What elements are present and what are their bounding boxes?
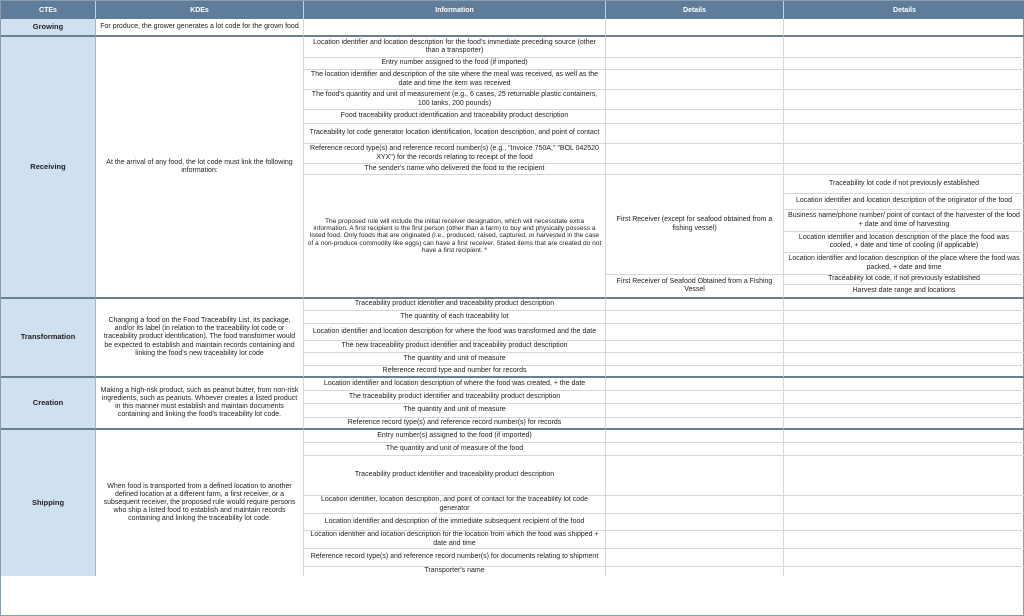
- info-receiving-cell[interactable]: Reference record type(s) and reference record number(s) (e.g., "Invoice 750A," "BOL 042520 XYX") for the records relating to receipt of the food: [304, 144, 606, 164]
- info-shipping-cell[interactable]: Location identifier, location description, and point of contact for the traceability lot code generator: [304, 496, 606, 514]
- details1-cell[interactable]: [606, 124, 784, 144]
- info-receiving-cell[interactable]: Location identifier and location description for the food's immediate preceding source (other than a transporter): [304, 37, 606, 58]
- kde-growing[interactable]: For produce, the grower generates a lot code for the grown food: [96, 19, 304, 37]
- details2-cell[interactable]: [784, 299, 1024, 311]
- cte-transformation[interactable]: Transformation: [1, 299, 96, 378]
- details2-cell[interactable]: [784, 164, 1024, 175]
- details1-cell[interactable]: [606, 443, 784, 456]
- details1-cell[interactable]: [606, 378, 784, 391]
- details1-cell[interactable]: [606, 110, 784, 124]
- info-shipping-cell[interactable]: Location identifier and location description for the location from which the food was shipped + date and time: [304, 531, 606, 549]
- details1-cell[interactable]: [606, 456, 784, 496]
- info-receiving-cell[interactable]: Food traceability product identification and traceability product description: [304, 110, 606, 124]
- info-receiving-cell[interactable]: Traceability lot code generator location identification, location description, and point of contact: [304, 124, 606, 144]
- info-receiving-cell[interactable]: The location identifier and description of the site where the meal was received, as well as the date and time the item was received: [304, 70, 606, 90]
- details1-cell[interactable]: [606, 353, 784, 366]
- details2-cell[interactable]: [784, 456, 1024, 496]
- details1-cell[interactable]: [606, 404, 784, 418]
- details2-cell[interactable]: Harvest date range and locations: [784, 285, 1024, 299]
- header-details-2[interactable]: Details: [784, 1, 1024, 19]
- info-transformation-cell[interactable]: The new traceability product identifier and traceability product description: [304, 341, 606, 353]
- details2-cell[interactable]: [784, 90, 1024, 110]
- info-shipping-cell[interactable]: Reference record type(s) and reference record number(s) for documents relating to shipment: [304, 549, 606, 567]
- details2-cell[interactable]: [784, 70, 1024, 90]
- details2-cell[interactable]: [784, 531, 1024, 549]
- details2-cell[interactable]: Traceability lot code, if not previously established: [784, 275, 1024, 285]
- details1-growing[interactable]: [606, 19, 784, 37]
- details1-cell[interactable]: [606, 58, 784, 70]
- details2-cell[interactable]: [784, 58, 1024, 70]
- info-transformation-cell[interactable]: The quantity of each traceability lot: [304, 311, 606, 324]
- details2-cell[interactable]: [784, 366, 1024, 378]
- details1-cell[interactable]: [606, 514, 784, 531]
- kde-creation[interactable]: Making a high-risk product, such as peanut butter, from non-risk ingredients, such as peanuts. Whoever creates a listed product in this manner must establish and maintain documents containing and linking the food's traceability lot code.: [96, 378, 304, 430]
- kde-shipping[interactable]: When food is transported from a defined location to another defined location at a different farm, a first receiver, or a subsequent receiver, the proposed rule would require persons who ship a listed food to establish and maintain records containing and linking the traceability lot code.: [96, 430, 304, 576]
- details1-cell[interactable]: [606, 324, 784, 341]
- details2-cell[interactable]: Location identifier and location description of the originator of the food: [784, 194, 1024, 210]
- info-receiving-cell[interactable]: Entry number assigned to the food (if imported): [304, 58, 606, 70]
- details2-cell[interactable]: Traceability lot code if not previously established: [784, 175, 1024, 194]
- details1-cell[interactable]: [606, 418, 784, 430]
- header-ctes[interactable]: CTEs: [1, 1, 96, 19]
- details2-cell[interactable]: Location identifier and location description of the place the food was cooled, + date and time of cooling (if applicable): [784, 232, 1024, 253]
- details1-cell[interactable]: [606, 311, 784, 324]
- info-receiving-cell[interactable]: The sender's name who delivered the food to the recipient: [304, 164, 606, 175]
- cte-creation[interactable]: Creation: [1, 378, 96, 430]
- details1-cell[interactable]: [606, 366, 784, 378]
- details2-cell[interactable]: [784, 567, 1024, 576]
- details1-cell[interactable]: [606, 37, 784, 58]
- details1-first-receiver[interactable]: First Receiver (except for seafood obtained from a fishing vessel): [606, 175, 784, 275]
- details1-first-receiver-seafood[interactable]: First Receiver of Seafood Obtained from a Fishing Vessel: [606, 275, 784, 299]
- details2-cell[interactable]: Location identifier and location description of the place where the food was packed, + date and time: [784, 253, 1024, 275]
- details1-cell[interactable]: [606, 164, 784, 175]
- details2-cell[interactable]: [784, 391, 1024, 404]
- details2-cell[interactable]: [784, 418, 1024, 430]
- header-kdes[interactable]: KDEs: [96, 1, 304, 19]
- details2-cell[interactable]: [784, 144, 1024, 164]
- header-details-1[interactable]: Details: [606, 1, 784, 19]
- info-shipping-cell[interactable]: The quantity and unit of measure of the food: [304, 443, 606, 456]
- details2-cell[interactable]: [784, 443, 1024, 456]
- details1-cell[interactable]: [606, 391, 784, 404]
- cte-receiving[interactable]: Receiving: [1, 37, 96, 299]
- header-information[interactable]: Information: [304, 1, 606, 19]
- details2-cell[interactable]: [784, 341, 1024, 353]
- cte-growing[interactable]: Growing: [1, 19, 96, 37]
- details1-cell[interactable]: [606, 341, 784, 353]
- details1-cell[interactable]: [606, 90, 784, 110]
- details2-cell[interactable]: [784, 430, 1024, 443]
- details2-cell[interactable]: [784, 311, 1024, 324]
- info-transformation-cell[interactable]: Reference record type and number for records: [304, 366, 606, 378]
- details1-cell[interactable]: [606, 144, 784, 164]
- details1-cell[interactable]: [606, 299, 784, 311]
- info-shipping-cell[interactable]: Traceability product identifier and traceability product description: [304, 456, 606, 496]
- info-transformation-cell[interactable]: Location identifier and location description for where the food was transformed and the date: [304, 324, 606, 341]
- info-receiving-first-receiver-note[interactable]: The proposed rule will include the initial receiver designation, which will necessitate extra information. A first recipient is the first person (other than a farm) to buy and physically possess a listed food. Only foods that are originated (i.e., produced, raised, captured, or harvested in the case of a non-produce commodity like eggs) can have a first receiver. Stated items that are created do not have a first recipient. *: [304, 175, 606, 299]
- details2-cell[interactable]: Business name/phone number/ point of contact of the harvester of the food + date and time of harvesting: [784, 210, 1024, 232]
- details2-cell[interactable]: [784, 404, 1024, 418]
- details1-cell[interactable]: [606, 549, 784, 567]
- info-transformation-cell[interactable]: Traceability product identifier and traceability product description: [304, 299, 606, 311]
- details2-cell[interactable]: [784, 353, 1024, 366]
- info-shipping-cell[interactable]: Entry number(s) assigned to the food (if imported): [304, 430, 606, 443]
- info-shipping-cell[interactable]: Transporter's name: [304, 567, 606, 576]
- kde-transformation[interactable]: Changing a food on the Food Traceability List, its package, and/or its label (in relation to the traceability lot code or traceability product identification). The food transformer would be expected to establish and maintain records containing and linking the food's new traceability lot code: [96, 299, 304, 378]
- details2-cell[interactable]: [784, 37, 1024, 58]
- info-creation-cell[interactable]: The traceability product identifier and traceability product description: [304, 391, 606, 404]
- info-receiving-cell[interactable]: The food's quantity and unit of measurement (e.g., 6 cases, 25 returnable plastic containers, 100 tanks, 200 pounds): [304, 90, 606, 110]
- details1-cell[interactable]: [606, 531, 784, 549]
- details1-cell[interactable]: [606, 70, 784, 90]
- details2-cell[interactable]: [784, 124, 1024, 144]
- kde-receiving[interactable]: At the arrival of any food, the lot code must link the following information:: [96, 37, 304, 299]
- info-growing[interactable]: [304, 19, 606, 37]
- details2-cell[interactable]: [784, 324, 1024, 341]
- details1-cell[interactable]: [606, 496, 784, 514]
- info-transformation-cell[interactable]: The quantity and unit of measure: [304, 353, 606, 366]
- info-creation-cell[interactable]: The quantity and unit of measure: [304, 404, 606, 418]
- info-creation-cell[interactable]: Location identifier and location description of where the food was created, + the date: [304, 378, 606, 391]
- details2-cell[interactable]: [784, 110, 1024, 124]
- details2-cell[interactable]: [784, 549, 1024, 567]
- details2-cell[interactable]: [784, 496, 1024, 514]
- details1-cell[interactable]: [606, 567, 784, 576]
- details2-cell[interactable]: [784, 378, 1024, 391]
- cte-shipping[interactable]: Shipping: [1, 430, 96, 576]
- info-creation-cell[interactable]: Reference record type(s) and reference record number(s) for records: [304, 418, 606, 430]
- details2-cell[interactable]: [784, 514, 1024, 531]
- info-shipping-cell[interactable]: Location identifier and description of the immediate subsequent recipient of the food: [304, 514, 606, 531]
- details2-growing[interactable]: [784, 19, 1024, 37]
- details1-cell[interactable]: [606, 430, 784, 443]
